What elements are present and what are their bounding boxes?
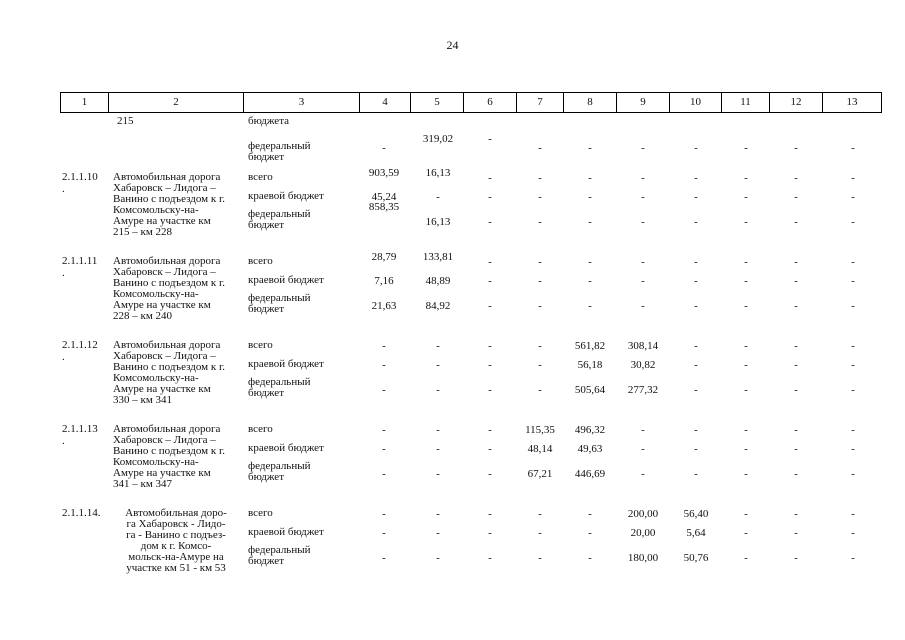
table-cell: -	[794, 359, 798, 371]
table-cell: -	[382, 443, 386, 455]
header-col-7: 7	[517, 93, 564, 112]
table-cell: -	[588, 275, 592, 287]
row-source-line: федеральный	[248, 208, 311, 220]
row-code: .	[62, 351, 65, 363]
table-cell: -	[641, 424, 645, 436]
top-c7: -	[538, 142, 542, 154]
table-cell: -	[538, 256, 542, 268]
table-cell: 858,35	[368, 201, 400, 213]
row-name-line: Хабаровск – Лидога –	[113, 266, 216, 278]
table-cell: 28,79	[371, 251, 397, 263]
table-cell: -	[538, 527, 542, 539]
row-name-line: Амуре на участке км	[113, 215, 211, 227]
table-cell: 446,69	[574, 468, 606, 480]
table-cell: -	[851, 443, 855, 455]
row-source-line: бюджет	[248, 303, 284, 315]
row-source-line: бюджет	[248, 555, 284, 567]
table-cell: -	[851, 300, 855, 312]
table-cell: -	[538, 340, 542, 352]
table-cell: -	[538, 384, 542, 396]
table-cell: -	[744, 300, 748, 312]
table-cell: -	[794, 172, 798, 184]
row-source-line: всего	[248, 507, 273, 519]
row-code: 2.1.1.12	[62, 339, 98, 351]
table-cell: 49,63	[577, 443, 603, 455]
table-cell: -	[588, 256, 592, 268]
table-cell: 903,59	[368, 167, 400, 179]
table-cell: 7,16	[374, 275, 394, 287]
table-cell: -	[588, 552, 592, 564]
table-cell: -	[851, 359, 855, 371]
table-cell: -	[641, 275, 645, 287]
table-cell: -	[488, 552, 492, 564]
table-cell: -	[694, 468, 698, 480]
table-cell: -	[744, 340, 748, 352]
table-cell: -	[436, 384, 440, 396]
table-cell: -	[744, 424, 748, 436]
table-cell: -	[588, 527, 592, 539]
top-c9: -	[641, 142, 645, 154]
table-cell: -	[744, 384, 748, 396]
table-cell: -	[794, 508, 798, 520]
table-cell: -	[382, 508, 386, 520]
table-cell: 16,13	[425, 167, 451, 179]
table-cell: -	[851, 384, 855, 396]
table-cell: -	[382, 468, 386, 480]
top-c13: -	[851, 142, 855, 154]
table-cell: -	[744, 443, 748, 455]
table-cell: -	[744, 552, 748, 564]
table-cell: -	[488, 468, 492, 480]
row-name-line: Хабаровск – Лидога –	[113, 182, 216, 194]
table-cell: -	[694, 275, 698, 287]
table-cell: 56,40	[683, 508, 709, 520]
table-cell: -	[641, 191, 645, 203]
table-cell: -	[488, 256, 492, 268]
table-cell: -	[694, 443, 698, 455]
table-cell: -	[588, 508, 592, 520]
header-col-13: 13	[846, 96, 858, 108]
row-name-line: га - Ванино с подъез-	[126, 529, 226, 541]
row-code: 2.1.1.13	[62, 423, 98, 435]
table-cell: 21,63	[371, 300, 397, 312]
table-cell: -	[744, 275, 748, 287]
row-name-line: 341 – км 347	[113, 478, 173, 490]
table-cell: -	[436, 359, 440, 371]
table-cell: 48,89	[425, 275, 451, 287]
row-name-line: Автомобильная дорога	[113, 339, 221, 351]
table-cell: -	[744, 191, 748, 203]
row-code: .	[62, 435, 65, 447]
source-federal-2: бюджет	[248, 151, 284, 163]
table-cell: 505,64	[574, 384, 606, 396]
table-cell: 200,00	[627, 508, 659, 520]
table-cell: -	[488, 300, 492, 312]
table-cell: 115,35	[525, 424, 555, 436]
table-cell: -	[488, 527, 492, 539]
table-cell: -	[588, 172, 592, 184]
row-name-line: Ванино с подъездом к г.	[113, 193, 225, 205]
table-cell: -	[851, 527, 855, 539]
top-c6: -	[488, 133, 492, 145]
table-cell: -	[488, 508, 492, 520]
table-cell: -	[641, 172, 645, 184]
row-name-line: Автомобильная дорога	[113, 255, 221, 267]
table-cell: -	[694, 424, 698, 436]
row-source-line: федеральный	[248, 376, 311, 388]
table-cell: -	[436, 443, 440, 455]
row-name-line: Амуре на участке км	[113, 467, 211, 479]
table-cell: -	[488, 384, 492, 396]
table-cell: -	[794, 275, 798, 287]
table-cell: -	[538, 508, 542, 520]
table-cell: -	[744, 527, 748, 539]
table-cell: -	[488, 424, 492, 436]
row-name-line: Амуре на участке км	[113, 383, 211, 395]
row-source-line: всего	[248, 423, 273, 435]
row-name-line: га Хабаровск - Лидо-	[126, 518, 226, 530]
table-cell: -	[794, 191, 798, 203]
table-cell: 67,21	[527, 468, 553, 480]
row-name-line: Ванино с подъездом к г.	[113, 445, 225, 457]
row-name-line: Комсомольску-на-	[113, 456, 199, 468]
table-cell: -	[794, 527, 798, 539]
table-cell: 84,92	[425, 300, 451, 312]
table-cell: -	[488, 216, 492, 228]
table-cell: -	[641, 300, 645, 312]
table-cell: -	[382, 359, 386, 371]
header-col-11: 11	[722, 93, 770, 112]
table-cell: 496,32	[574, 424, 606, 436]
table-cell: -	[588, 191, 592, 203]
table-cell: -	[851, 172, 855, 184]
table-cell: -	[538, 191, 542, 203]
row-code: 2.1.1.14.	[62, 507, 101, 519]
row-source-line: федеральный	[248, 292, 311, 304]
table-cell: -	[794, 300, 798, 312]
top-c10: -	[694, 142, 698, 154]
row-name-line: Хабаровск – Лидога –	[113, 350, 216, 362]
row-name-line: участке км 51 - км 53	[126, 562, 226, 574]
row-name-line: Ванино с подъездом к г.	[113, 361, 225, 373]
table-cell: 48,14	[527, 443, 553, 455]
row-source-line: бюджет	[248, 219, 284, 231]
source-tail: бюджета	[248, 115, 290, 127]
table-cell: -	[744, 359, 748, 371]
header-col-12: 12	[770, 93, 823, 112]
row-name-line: Комсомольску-на-	[113, 204, 199, 216]
table-cell: -	[851, 424, 855, 436]
table-cell: 180,00	[627, 552, 659, 564]
table-cell: -	[851, 468, 855, 480]
table-cell: -	[436, 191, 440, 203]
row-name-line: Хабаровск – Лидога –	[113, 434, 216, 446]
table-cell: -	[488, 340, 492, 352]
table-cell: -	[794, 256, 798, 268]
table-cell: -	[794, 216, 798, 228]
table-cell: -	[694, 216, 698, 228]
row-name-line: дом к г. Комсо-	[140, 540, 212, 552]
header-col-10: 10	[670, 93, 722, 112]
table-header	[60, 92, 882, 113]
row-name-line: 228 – км 240	[113, 310, 173, 322]
table-cell: -	[794, 384, 798, 396]
table-cell: -	[744, 508, 748, 520]
table-cell: -	[744, 172, 748, 184]
header-col-9: 9	[617, 93, 670, 112]
header-col-2: 2	[109, 93, 244, 112]
row-name-line: Автомобильная доро-	[125, 507, 227, 519]
table-cell: -	[694, 191, 698, 203]
table-cell: -	[436, 552, 440, 564]
top-c12: -	[794, 142, 798, 154]
table-cell: -	[744, 256, 748, 268]
header-col-1: 1	[61, 93, 109, 112]
table-cell: -	[641, 468, 645, 480]
table-cell: -	[588, 300, 592, 312]
row-name-line: Автомобильная дорога	[113, 423, 221, 435]
table-cell: -	[851, 508, 855, 520]
row-name-line: Ванино с подъездом к г.	[113, 277, 225, 289]
table-cell: 20,00	[630, 527, 656, 539]
table-cell: -	[794, 468, 798, 480]
table-cell: -	[641, 256, 645, 268]
table-cell: 5,64	[686, 527, 706, 539]
table-cell: -	[488, 191, 492, 203]
table-cell: 561,82	[574, 340, 606, 352]
table-cell: -	[794, 443, 798, 455]
table-cell: -	[744, 468, 748, 480]
table-cell: 56,18	[577, 359, 603, 371]
table-cell: 16,13	[425, 216, 451, 228]
top-c5: 319,02	[422, 133, 454, 145]
table-cell: -	[851, 340, 855, 352]
row-source-line: бюджет	[248, 471, 284, 483]
row-name-line: Амуре на участке км	[113, 299, 211, 311]
table-cell: 277,32	[627, 384, 659, 396]
table-cell: -	[794, 552, 798, 564]
top-c11: -	[744, 142, 748, 154]
row-source-line: краевой бюджет	[248, 526, 324, 538]
row-source-line: федеральный	[248, 544, 311, 556]
table-cell: -	[794, 340, 798, 352]
table-cell: -	[851, 552, 855, 564]
table-cell: -	[382, 340, 386, 352]
row-name-line: мольск-на-Амуре на	[128, 551, 224, 563]
table-cell: -	[436, 508, 440, 520]
source-federal-1: федеральный	[248, 140, 311, 152]
table-cell: -	[694, 172, 698, 184]
row-code: 2.1.1.10	[62, 171, 98, 183]
table-cell: -	[538, 359, 542, 371]
table-cell: 133,81	[422, 251, 454, 263]
table-cell: -	[538, 300, 542, 312]
table-cell: -	[382, 527, 386, 539]
page-number: 24	[446, 38, 459, 52]
table-cell: -	[794, 424, 798, 436]
table-cell: -	[488, 275, 492, 287]
header-col-8: 8	[564, 93, 617, 112]
table-cell: -	[436, 340, 440, 352]
table-cell: -	[538, 552, 542, 564]
table-cell: 308,14	[627, 340, 659, 352]
table-cell: -	[851, 275, 855, 287]
table-cell: -	[588, 216, 592, 228]
table-cell: -	[641, 443, 645, 455]
header-col-5: 5	[411, 93, 464, 112]
row-source-line: краевой бюджет	[248, 190, 324, 202]
header-col-6: 6	[464, 93, 517, 112]
row-name-line: Комсомольску-на-	[113, 372, 199, 384]
table-cell: -	[382, 552, 386, 564]
table-cell: -	[851, 216, 855, 228]
table-cell: -	[538, 172, 542, 184]
row-name-line: 330 – км 341	[113, 394, 173, 406]
table-cell: -	[382, 424, 386, 436]
row-source-line: всего	[248, 255, 273, 267]
table-cell: -	[538, 216, 542, 228]
table-cell: 45,24	[371, 191, 397, 203]
row-code: .	[62, 267, 65, 279]
row-source-line: всего	[248, 339, 273, 351]
row-code: 2.1.1.11	[62, 255, 98, 267]
table-cell: -	[488, 172, 492, 184]
header-col-4: 4	[360, 93, 411, 112]
row-code: .	[62, 183, 65, 195]
table-cell: -	[436, 468, 440, 480]
row-name-line: Комсомольску-на-	[113, 288, 199, 300]
table-cell: -	[488, 359, 492, 371]
table-cell: 50,76	[683, 552, 709, 564]
top-c4: -	[382, 142, 386, 154]
table-cell: -	[538, 275, 542, 287]
table-cell: -	[694, 359, 698, 371]
table-cell: -	[694, 300, 698, 312]
row-source-line: всего	[248, 171, 273, 183]
table-cell: -	[851, 256, 855, 268]
row-source-line: бюджет	[248, 387, 284, 399]
row-source-line: краевой бюджет	[248, 274, 324, 286]
row-source-line: федеральный	[248, 460, 311, 472]
table-cell: 30,82	[630, 359, 656, 371]
top-c8: -	[588, 142, 592, 154]
table-cell: -	[436, 527, 440, 539]
table-cell: -	[694, 256, 698, 268]
row-source-line: краевой бюджет	[248, 358, 324, 370]
table-cell: -	[694, 340, 698, 352]
name-tail: 215	[117, 115, 134, 127]
table-cell: -	[488, 443, 492, 455]
row-name-line: 215 – км 228	[113, 226, 173, 238]
row-name-line: Автомобильная дорога	[113, 171, 221, 183]
table-cell: -	[744, 216, 748, 228]
table-cell: -	[641, 216, 645, 228]
row-source-line: краевой бюджет	[248, 442, 324, 454]
table-cell: -	[851, 191, 855, 203]
table-cell: -	[694, 384, 698, 396]
table-cell: -	[436, 424, 440, 436]
table-cell: -	[382, 384, 386, 396]
header-col-3: 3	[244, 93, 360, 112]
